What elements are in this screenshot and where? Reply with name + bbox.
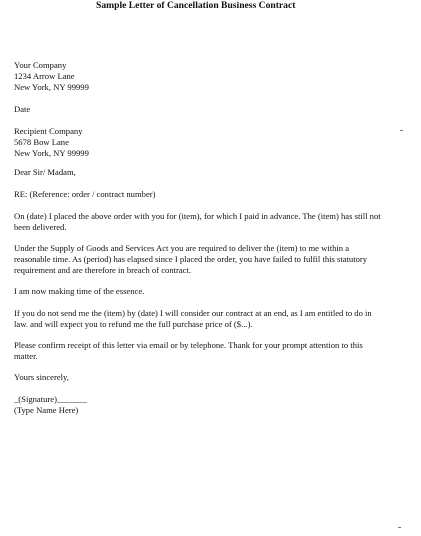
closing: Yours sincerely, bbox=[14, 372, 69, 382]
recipient-address bbox=[14, 126, 89, 159]
letter-date: Date bbox=[14, 104, 31, 114]
body-paragraph-5: Please confirm receipt of this letter via email or by telephone. Thank for your prompt attention to this matter. bbox=[14, 340, 363, 361]
reference-line: RE: (Reference: order / contract number) bbox=[14, 189, 156, 199]
body-paragraph-3: I am now making time of the essence. bbox=[14, 286, 145, 296]
sender-street: 1234 Arrow Lane bbox=[14, 71, 75, 81]
sender-company: Your Company bbox=[14, 60, 67, 70]
signature-line bbox=[14, 394, 87, 416]
body-paragraph-1: On (date) I placed the above order with you for (item), for which I paid in advance. The (item) has still not been delivered. bbox=[14, 211, 381, 232]
sender-address bbox=[14, 60, 89, 93]
scan-mark bbox=[398, 527, 401, 528]
salutation: Dear Sir/ Madam, bbox=[14, 167, 76, 177]
recipient-street: 5678 Bow Lane bbox=[14, 137, 69, 147]
document-title: Sample Letter of Cancellation Business Contract bbox=[96, 0, 296, 11]
scan-mark bbox=[400, 130, 403, 131]
recipient-city: New York, NY 99999 bbox=[14, 148, 89, 158]
recipient-company: Recipient Company bbox=[14, 126, 83, 136]
signature: _(Signature)_______ bbox=[14, 394, 88, 404]
body-paragraph-4: If you do not send me the (item) by (date) I will consider our contract at an end, as I am entitled to do in law. and will expect you to refund me the full purchase price of ($...). bbox=[14, 308, 372, 329]
typed-name: (Type Name Here) bbox=[14, 405, 79, 415]
sender-city: New York, NY 99999 bbox=[14, 82, 89, 92]
body-paragraph-2: Under the Supply of Goods and Services Act you are required to deliver the (item) to me within a reasonable time. As (period) has elapsed since I placed the order, you have failed to fulfil this statutory requirement and are therefore in breach of contract. bbox=[14, 243, 368, 275]
